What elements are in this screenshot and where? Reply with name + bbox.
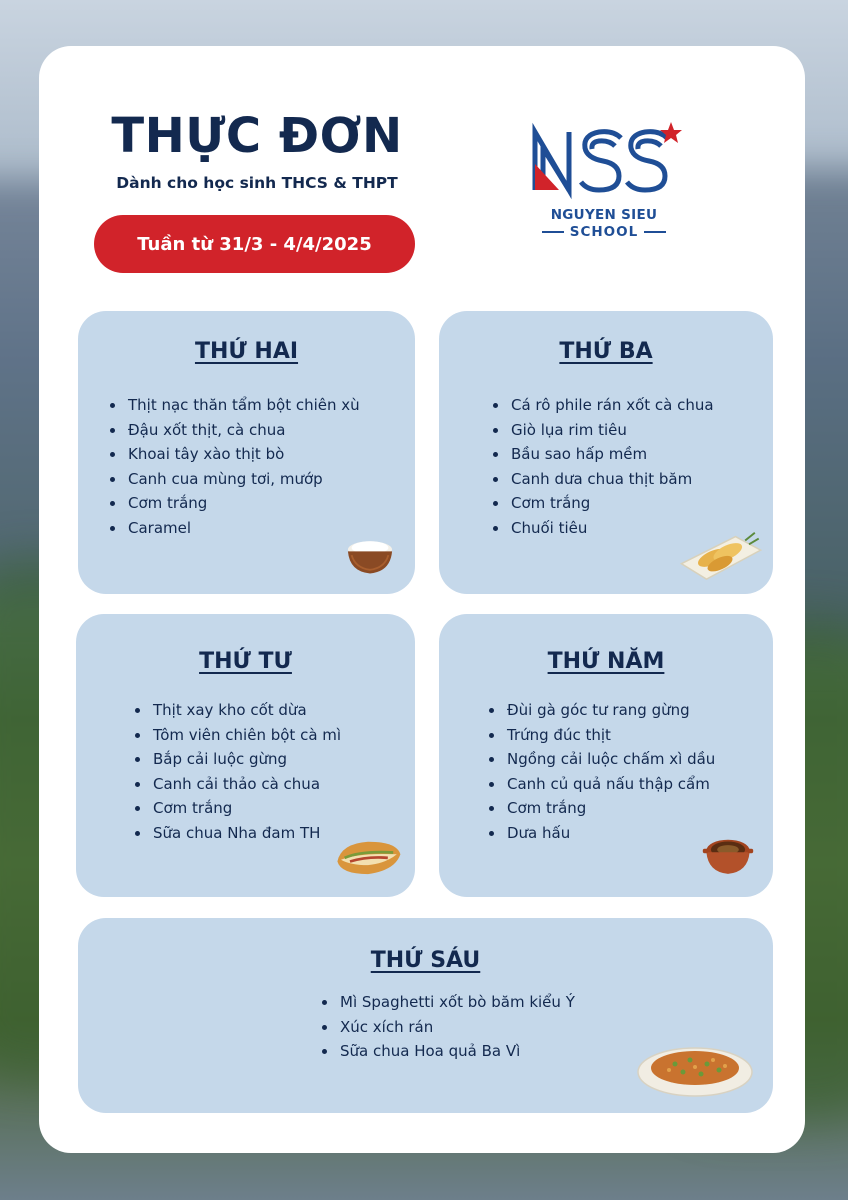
day-card-wednesday [76,614,415,897]
menu-item: Bắp cải luộc gừng [133,747,341,772]
menu-item: Cơm trắng [108,491,360,516]
menu-item: Trứng đúc thịt [487,723,715,748]
menu-list-wednesday [133,698,341,845]
menu-item: Canh dưa chua thịt băm [491,467,714,492]
day-card-friday [78,918,773,1113]
logo-dash-right [644,231,666,233]
menu-item: Tôm viên chiên bột cà mì [133,723,341,748]
menu-item: Thịt xay kho cốt dừa [133,698,341,723]
menu-list-monday [108,393,360,540]
day-card-thursday [439,614,773,897]
menu-item: Dưa hấu [487,821,715,846]
menu-item: Thịt nạc thăn tẩm bột chiên xù [108,393,360,418]
day-title-thursday: THỨ NĂM [547,649,665,674]
clay-pot-icon [701,832,755,878]
menu-item: Xúc xích rán [320,1015,575,1040]
menu-item: Canh cua mùng tơi, mướp [108,467,360,492]
menu-item: Giò lụa rim tiêu [491,418,714,443]
menu-item: Khoai tây xào thịt bò [108,442,360,467]
menu-item: Caramel [108,516,360,541]
menu-item: Sữa chua Hoa quả Ba Vì [320,1039,575,1064]
menu-subtitle: Dành cho học sinh THCS & THPT [116,174,398,192]
menu-item: Mì Spaghetti xốt bò băm kiểu Ý [320,990,575,1015]
logo-name-line1: NGUYEN SIEU [550,207,658,223]
menu-item: Cơm trắng [487,796,715,821]
day-card-monday [78,311,415,594]
menu-item: Chuối tiêu [491,516,714,541]
menu-item: Canh cải thảo cà chua [133,772,341,797]
menu-title: THỰC ĐƠN [111,108,403,164]
day-title-tuesday: THỨ BA [559,339,653,364]
menu-list-thursday [487,698,715,845]
menu-item: Cơm trắng [491,491,714,516]
day-card-tuesday [439,311,773,594]
week-badge: Tuần từ 31/3 - 4/4/2025 [94,215,415,273]
banh-mi-icon [332,834,404,880]
day-title-friday: THỨ SÁU [370,948,481,973]
fried-rolls-icon [677,525,765,583]
menu-item: Sữa chua Nha đam TH [133,821,341,846]
menu-item: Cơm trắng [133,796,341,821]
menu-item: Bầu sao hấp mềm [491,442,714,467]
day-title-monday: THỨ HAI [194,339,299,364]
menu-item: Ngồng cải luộc chấm xì dầu [487,747,715,772]
logo-name-line2 [529,224,679,240]
menu-list-tuesday [491,393,714,540]
logo-name-line2-text: SCHOOL [569,224,639,240]
menu-item: Canh củ quả nấu thập cẩm [487,772,715,797]
fried-rice-plate-icon [634,1040,756,1100]
logo-dash-left [542,231,564,233]
day-title-wednesday: THỨ TƯ [199,649,292,674]
menu-item: Đùi gà góc tư rang gừng [487,698,715,723]
rice-bowl-icon [342,533,398,579]
menu-item: Đậu xốt thịt, cà chua [108,418,360,443]
menu-item: Cá rô phile rán xốt cà chua [491,393,714,418]
menu-list-friday [320,990,575,1064]
menu-card [39,46,805,1153]
